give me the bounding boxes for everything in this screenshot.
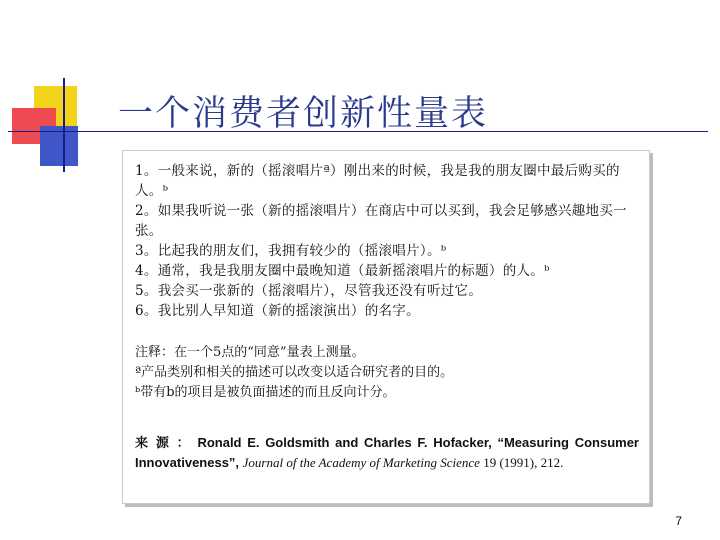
page-number: 7 — [675, 514, 682, 528]
notes-block — [135, 343, 639, 403]
scale-item: 4。通常，我是我朋友圈中最晚知道（最新摇滚唱片的标题）的人。ᵇ — [135, 263, 550, 279]
scale-item: 3。比起我的朋友们，我拥有较少的（摇滚唱片）。ᵇ — [135, 243, 447, 259]
scale-item: 2。如果我听说一张（新的摇滚唱片）在商店中可以买到，我会足够感兴趣地买一张。 — [135, 203, 627, 239]
decor-vertical-rule — [63, 78, 65, 172]
scale-text-box — [122, 150, 650, 504]
slide-title: 一个消费者创新性量表 — [118, 94, 489, 134]
source-citation — [135, 433, 639, 473]
note-line: ᵇ带有b的项目是被负面描述的而且反向计分。 — [135, 385, 396, 400]
note-line: ª产品类别和相关的描述可以改变以适合研究者的目的。 — [135, 365, 454, 380]
scale-item: 6。我比别人早知道（新的摇滚演出）的名字。 — [135, 303, 420, 319]
source-journal: Journal of the Academy of Marketing Science — [242, 455, 480, 470]
scale-items-list — [135, 161, 639, 321]
source-prefix: 来 源 ： Ronald E. Goldsmith and Charles F. Hofacker, “Measuring Consumer Innovativeness”, — [135, 435, 639, 470]
scale-item: 5。我会买一张新的（摇滚唱片），尽管我还没有听过它。 — [135, 283, 483, 299]
source-suffix: 19 (1991), 212. — [479, 455, 564, 470]
decor-square-blue — [40, 126, 78, 166]
note-line: 注释：在一个5点的“同意”量表上测量。 — [135, 345, 365, 360]
scale-item: 1。一般来说，新的（摇滚唱片ª）刚出来的时候，我是我的朋友圈中最后购买的人。ᵇ — [135, 163, 620, 199]
